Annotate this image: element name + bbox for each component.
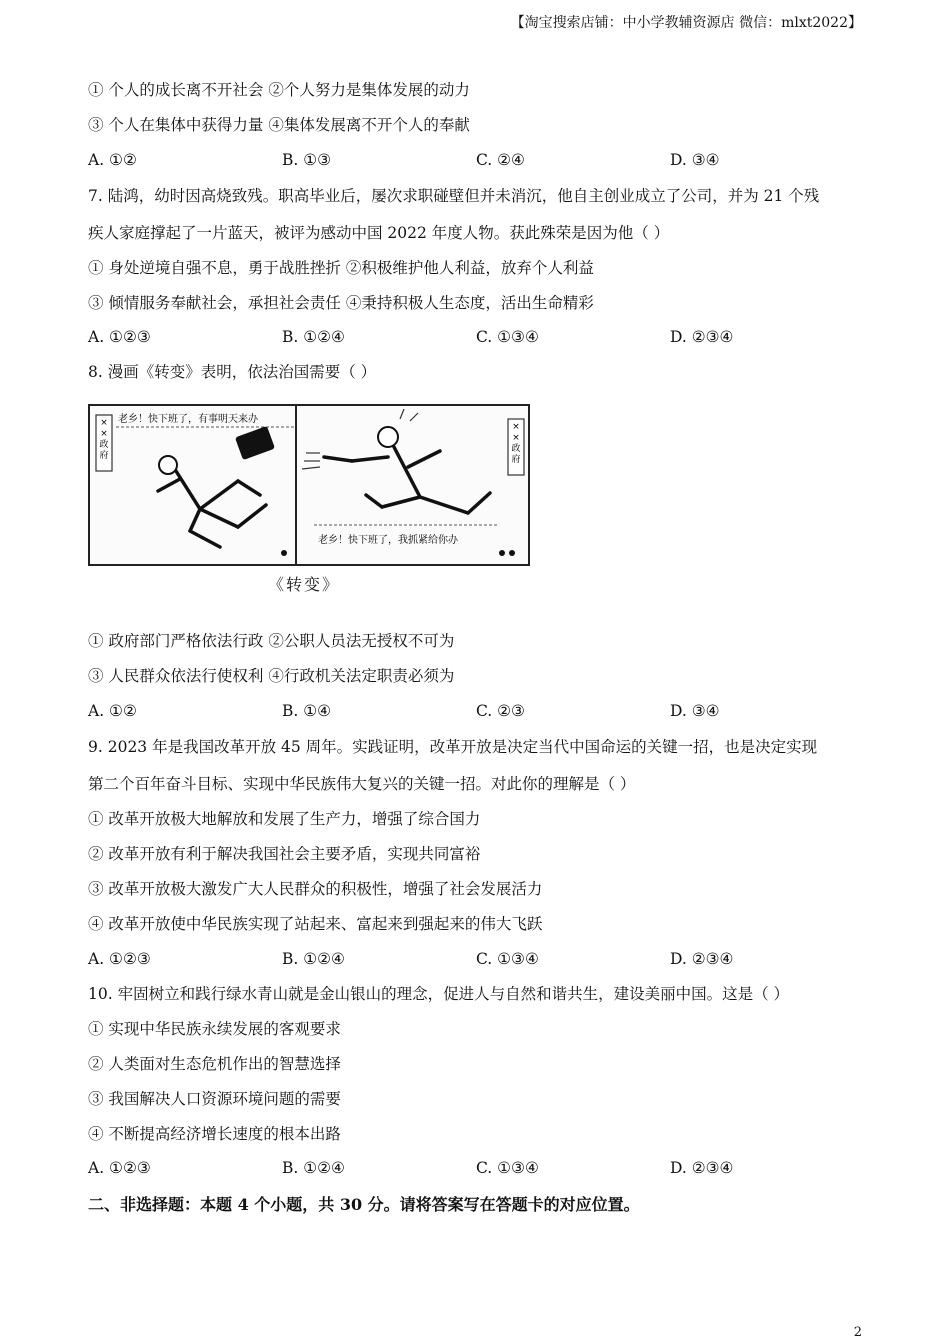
q9-option-d: D. ②③④ (670, 950, 734, 968)
q9-option-c: C. ①③④ (476, 950, 539, 968)
q7-stem-2: 疾人家庭撑起了一片蓝天，被评为感动中国 2022 年度人物。获此殊荣是因为他（ ） (88, 224, 670, 242)
left-sign-text: × ×政府 (99, 418, 109, 461)
q6-option-d: D. ③④ (670, 151, 720, 169)
q7-option-c: C. ①③④ (476, 328, 539, 346)
q10-option-d: D. ②③④ (670, 1159, 734, 1177)
comic-caption: 《转变》 (268, 575, 341, 594)
q8-option-d: D. ③④ (670, 702, 720, 720)
q10-option-b: B. ①②④ (282, 1159, 345, 1177)
q8-statements-2: ③ 人民群众依法行使权利 ④行政机关法定职责必须为 (88, 667, 455, 685)
page-number: 2 (853, 1325, 862, 1340)
q10-statement-1: ① 实现中华民族永续发展的客观要求 (88, 1020, 341, 1038)
q7-option-d: D. ②③④ (670, 328, 734, 346)
q6-option-c: C. ②④ (476, 151, 525, 169)
q8-statements-1: ① 政府部门严格依法行政 ②公职人员法无授权不可为 (88, 632, 455, 650)
q6-statements-2: ③ 个人在集体中获得力量 ④集体发展离不开个人的奉献 (88, 116, 470, 134)
q10-option-a: A. ①②③ (88, 1159, 151, 1177)
q9-statement-3: ③ 改革开放极大激发广大人民群众的积极性，增强了社会发展活力 (88, 880, 543, 898)
q10-option-c: C. ①③④ (476, 1159, 539, 1177)
q10-statement-3: ③ 我国解决人口资源环境问题的需要 (88, 1090, 341, 1108)
q8-stem: 8. 漫画《转变》表明，依法治国需要（ ） (88, 363, 377, 381)
q6-option-b: B. ①③ (282, 151, 332, 169)
q7-option-a: A. ①②③ (88, 328, 151, 346)
q7-option-b: B. ①②④ (282, 328, 345, 346)
q8-option-b: B. ①④ (282, 702, 332, 720)
comic-transformation (88, 401, 532, 569)
q7-stem-1: 7. 陆鸿，幼时因高烧致残。职高毕业后，屡次求职碰壁但并未消沉，他自主创业成立了公司，并为 21 个残 (88, 187, 820, 205)
q8-option-c: C. ②③ (476, 702, 525, 720)
q6-option-a: A. ①② (88, 151, 137, 169)
q9-option-a: A. ①②③ (88, 950, 151, 968)
q9-stem-1: 9. 2023 年是我国改革开放 45 周年。实践证明，改革开放是决定当代中国命运的关键一招，也是决定实现 (88, 738, 818, 756)
q9-option-b: B. ①②④ (282, 950, 345, 968)
q9-stem-2: 第二个百年奋斗目标、实现中华民族伟大复兴的关键一招。对此你的理解是（ ） (88, 775, 636, 793)
section-2-heading: 二、非选择题：本题 4 个小题，共 30 分。请将答案写在答题卡的对应位置。 (88, 1195, 640, 1214)
q9-statement-2: ② 改革开放有利于解决我国社会主要矛盾，实现共同富裕 (88, 845, 481, 863)
q9-statement-4: ④ 改革开放使中华民族实现了站起来、富起来到强起来的伟大飞跃 (88, 915, 543, 933)
q7-statements-2: ③ 倾情服务奉献社会，承担社会责任 ④秉持积极人生态度，活出生命精彩 (88, 294, 594, 312)
left-speech-text: 老乡！快下班了，有事明天来办 (118, 414, 258, 425)
q10-statement-4: ④ 不断提高经济增长速度的根本出路 (88, 1125, 341, 1143)
right-sign-text: × ×政府 (511, 422, 521, 465)
q10-stem: 10. 牢固树立和践行绿水青山就是金山银山的理念，促进人与自然和谐共生，建设美丽中国。这是（ ） (88, 985, 790, 1003)
q7-statements-1: ① 身处逆境自强不息，勇于战胜挫折 ②积极维护他人利益，放弃个人利益 (88, 259, 594, 277)
q9-statement-1: ① 改革开放极大地解放和发展了生产力，增强了综合国力 (88, 810, 481, 828)
right-speech-text: 老乡！快下班了，我抓紧给你办 (318, 535, 458, 546)
q8-option-a: A. ①② (88, 702, 137, 720)
header-note: 【淘宝搜索店铺：中小学教辅资源店 微信：mlxt2022】 (510, 15, 862, 31)
q6-statements-1: ① 个人的成长离不开社会 ②个人努力是集体发展的动力 (88, 81, 470, 99)
comic-illustration (88, 401, 532, 569)
q10-statement-2: ② 人类面对生态危机作出的智慧选择 (88, 1055, 341, 1073)
